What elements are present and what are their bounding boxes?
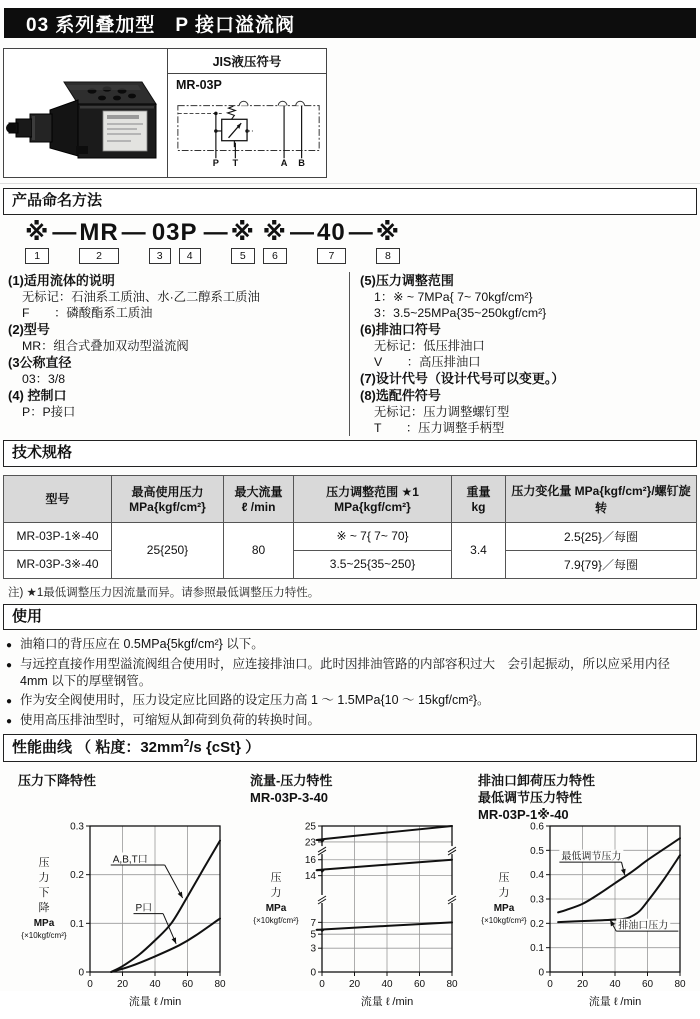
x-tick-label: 80 (214, 979, 226, 990)
code-number-box: 3 (149, 248, 171, 264)
port-label-b: B (298, 158, 305, 169)
x-tick-label: 20 (348, 979, 361, 990)
y-axis-unit: MPa (265, 903, 287, 914)
x-tick-label: 60 (413, 979, 426, 990)
code-number-box: 6 (263, 248, 287, 264)
y-axis-unit: MPa (33, 918, 55, 929)
naming-item-line: MR：组合式叠加双动型溢流阀 (22, 338, 189, 353)
chart-block-3 (464, 764, 696, 1019)
col-header-model: 型号 (4, 475, 112, 522)
y-axis-label-char: 压 (38, 857, 50, 869)
series-curve (317, 860, 452, 872)
naming-item-title: (7)设计代号（设计代号可以变更。） (360, 370, 565, 386)
y-tick-label: 0 (78, 967, 84, 979)
usage-bullet (6, 636, 700, 654)
y-tick-label: 0.5 (530, 845, 544, 857)
series-curve (317, 922, 452, 931)
change-cell: 7.9{79}／每圈 (506, 550, 697, 578)
divider (0, 183, 700, 184)
port-label-p: P (212, 158, 219, 169)
naming-section (0, 218, 700, 436)
code-dash: — (52, 218, 77, 246)
col-header-max-flow: 最大流量 ℓ /min (224, 475, 294, 522)
curves-title-prefix: 性能曲线 （ 粘度：32mm (12, 739, 184, 757)
performance-charts (4, 764, 700, 1019)
y-axis-unit: MPa (493, 903, 515, 914)
chart-title-line: 流量-压力特性 (250, 773, 333, 788)
y-axis-label-char: 力 (38, 872, 50, 884)
usage-bullet (6, 692, 700, 710)
curve-label: A,B,T口 (112, 854, 148, 866)
model-code (25, 218, 700, 264)
port-label-a: A (280, 158, 288, 169)
code-dash: — (203, 218, 228, 246)
y-tick-label: 5 (310, 929, 316, 941)
product-section (3, 48, 700, 178)
naming-column-left (3, 272, 350, 436)
col-header-weight: 重量 kg (452, 475, 506, 522)
col-header-pressure-change: 压力变化量 MPa{kgf/cm²}/螺钉旋转 (506, 475, 697, 522)
series-curve-最低调节压力 (558, 838, 680, 912)
naming-item-line: 无标记：石油系工质油、水·乙二醇系工质油 (22, 289, 260, 304)
max-pressure-cell: 25{250} (112, 522, 224, 578)
code-number-boxes (149, 248, 201, 264)
y-tick-label: 0.3 (530, 894, 544, 906)
x-axis-label: 流量 ℓ /min (360, 996, 414, 1008)
bullet-icon: ● (6, 716, 13, 728)
col-header-max-pressure: 最高使用压力 MPa{kgf/cm²} (112, 475, 224, 522)
code-number-boxes (231, 248, 287, 264)
naming-item-line: 1：※ ~ 7MPa{ 7~ 70kgf/cm²} (374, 289, 533, 304)
naming-item-line: 无标记：压力调整螺钉型 (374, 404, 510, 419)
bullet-icon: ● (6, 640, 13, 652)
series-curve (317, 826, 452, 842)
chart-svg-1 (4, 818, 232, 1014)
code-number-box: 5 (231, 248, 255, 264)
y-axis-label-char: 下 (38, 887, 50, 899)
y-tick-label: 0 (310, 967, 316, 979)
change-cell: 2.5{25}／每圈 (506, 522, 697, 550)
code-segment (230, 218, 288, 264)
y-axis-unit: {×10kgf/cm²} (481, 916, 527, 925)
curves-title-sup: 2 (183, 738, 190, 750)
y-axis-label-char: 力 (270, 887, 282, 899)
max-flow-cell: 80 (224, 522, 294, 578)
jis-hydraulic-symbol (174, 92, 324, 168)
x-tick-label: 80 (446, 979, 458, 990)
chart-titles (464, 764, 696, 822)
code-number-boxes (79, 248, 118, 264)
naming-item-line: 无标记：低压排油口 (374, 338, 485, 353)
chart-titles (4, 764, 236, 818)
x-tick-label: 20 (576, 979, 589, 990)
code-text: ※ (25, 218, 50, 246)
code-text: ※ (375, 218, 401, 246)
spec-row-2 (4, 550, 697, 578)
jis-symbol-body (168, 74, 326, 177)
x-tick-label: 60 (641, 979, 654, 990)
y-axis-unit: {×10kgf/cm²} (253, 916, 299, 925)
naming-item-title: (1)适用流体的说明 (8, 272, 115, 288)
spec-header-row (4, 475, 697, 522)
bullet-text: 作为安全阀使用时，压力设定应比回路的设定压力高 1 ～ 1.5MPa{10 ～ 15kgf/cm²}。 (20, 693, 490, 708)
x-axis-label: 流量 ℓ /min (128, 996, 182, 1008)
chart-block-1 (4, 764, 236, 1019)
naming-item-line: 03：3/8 (22, 371, 66, 386)
naming-item-title: (3公称直径 (8, 354, 72, 370)
curve-label: 排油口压力 (618, 920, 669, 932)
section-title-naming: 产品命名方法 (3, 188, 697, 215)
bullet-icon: ● (6, 696, 13, 708)
code-text: MR (79, 218, 119, 246)
naming-item-title: (2)型号 (8, 321, 50, 337)
naming-item-title: (5)压力调整范围 (360, 272, 454, 288)
jis-symbol-box (168, 49, 326, 177)
spec-row-1 (4, 522, 697, 550)
chart-block-2 (236, 764, 464, 1019)
code-number-boxes (25, 248, 49, 264)
y-tick-label: 0 (538, 967, 544, 979)
code-text: 40 (317, 218, 346, 246)
chart-svg-2 (236, 818, 464, 1014)
chart-svg-3 (464, 818, 692, 1014)
code-number-boxes (376, 248, 400, 264)
model-cell: MR-03P-1※-40 (4, 522, 112, 550)
curve-label: P口 (135, 903, 153, 915)
series-curve-排油口压力 (558, 855, 680, 922)
x-tick-label: 0 (547, 979, 553, 990)
code-segment (375, 218, 401, 264)
code-dash: — (348, 218, 373, 246)
spec-note: 注) ★1最低调整压力因流量而异。请参照最低调整压力特性。 (8, 586, 320, 599)
y-axis-label-char: 压 (270, 872, 282, 884)
naming-column-right (350, 272, 697, 436)
code-number-box: 2 (79, 248, 118, 264)
page-title: 03 系列叠加型 P 接口溢流阀 (26, 14, 296, 36)
chart-title-line: 排油口卸荷压力特性 (478, 773, 596, 788)
code-number-box: 1 (25, 248, 49, 264)
naming-item-title: (8)选配件符号 (360, 387, 441, 403)
y-tick-label: 7 (310, 917, 316, 929)
weight-cell: 3.4 (452, 522, 506, 578)
y-tick-label: 0.6 (530, 821, 544, 833)
chart-title-line: MR-03P-1※-40 (478, 807, 569, 822)
code-number-boxes (317, 248, 346, 264)
chart-title-line: MR-03P-3-40 (250, 790, 329, 805)
section-title-usage: 使用 (3, 604, 697, 631)
y-tick-label: 0.1 (530, 943, 544, 955)
product-photo (4, 49, 168, 177)
y-tick-label: 3 (310, 943, 316, 955)
chart-titles (236, 764, 464, 818)
spec-table (3, 475, 697, 579)
code-segment (79, 218, 119, 264)
range-cell: ※ ~ 7{ 7~ 70} (294, 522, 452, 550)
x-tick-label: 40 (381, 979, 393, 990)
naming-item-line: T ：压力调整手柄型 (374, 420, 505, 435)
code-segment (149, 218, 201, 264)
y-axis-label-char: 压 (498, 872, 510, 884)
naming-item-line: P：P接口 (22, 404, 76, 419)
y-tick-label: 25 (304, 821, 316, 833)
x-tick-label: 0 (87, 979, 93, 990)
jis-symbol-title: JIS液压符号 (168, 49, 326, 74)
bullet-text: 油箱口的背压应在 0.5MPa{5kgf/cm²} 以下。 (20, 637, 264, 652)
catalog-page (0, 8, 700, 1008)
naming-item-line: 3：3.5~25MPa{35~250kgf/cm²} (374, 305, 547, 320)
x-tick-label: 40 (149, 979, 161, 990)
y-axis-label-char: 力 (498, 887, 510, 899)
naming-item-line: F ：磷酸酯系工质油 (22, 305, 153, 320)
chart-title-line: 压力下降特性 (18, 773, 97, 788)
x-tick-label: 60 (181, 979, 194, 990)
y-tick-label: 0.2 (70, 870, 84, 882)
code-number-box: 7 (317, 248, 346, 264)
code-number-box: 8 (376, 248, 400, 264)
port-label-t: T (232, 158, 239, 169)
code-segment (25, 218, 50, 264)
y-tick-label: 23 (304, 837, 316, 849)
model-cell: MR-03P-3※-40 (4, 550, 112, 578)
y-tick-label: 0.1 (70, 918, 84, 930)
naming-item-title: (6)排油口符号 (360, 321, 441, 337)
curves-title-suffix: /s {cSt} ） (189, 739, 261, 757)
x-tick-label: 40 (609, 979, 621, 990)
code-text: ※ ※ (230, 218, 288, 246)
y-tick-label: 0.4 (530, 870, 544, 882)
code-dash: — (121, 218, 146, 246)
usage-bullet (6, 712, 700, 730)
curve-label: 最低调节压力 (561, 851, 622, 863)
bullet-text: 使用高压排油型时，可缩短从卸荷到负荷的转换时间。 (20, 713, 321, 728)
chart-title-line: 最低调节压力特性 (478, 790, 583, 805)
y-tick-label: 0.2 (530, 918, 544, 930)
code-text: 03P (151, 218, 198, 246)
usage-list (6, 636, 700, 730)
section-title-curves (3, 734, 697, 762)
code-segment (317, 218, 346, 264)
y-axis-label-char: 降 (38, 902, 50, 914)
x-tick-label: 20 (116, 979, 129, 990)
bullet-icon: ● (6, 660, 13, 672)
bullet-text: 与远控直接作用型溢流阀组合使用时，应连接排油口。此时因排油管路的内部容积过大 会引起振动，所以应采用内径 4mm 以下的厚壁钢管。 (20, 657, 671, 689)
usage-bullet (6, 656, 700, 690)
code-number-box: 4 (179, 248, 201, 264)
section-title-specs: 技术规格 (3, 440, 697, 467)
range-cell: 3.5~25{35~250} (294, 550, 452, 578)
product-box (3, 48, 327, 178)
code-dash: — (290, 218, 315, 246)
y-axis-unit: {×10kgf/cm²} (21, 931, 67, 940)
page-title-bar (4, 8, 696, 38)
y-tick-label: 16 (304, 855, 316, 867)
valve-photo-illustration (6, 54, 166, 172)
y-tick-label: 14 (304, 871, 316, 883)
col-header-adjust-range: 压力调整范围 ★1 MPa{kgf/cm²} (294, 475, 452, 522)
naming-item-title: (4) 控制口 (8, 387, 67, 403)
x-tick-label: 0 (319, 979, 325, 990)
naming-item-line: V ：高压排油口 (374, 354, 481, 369)
x-tick-label: 80 (674, 979, 686, 990)
naming-columns (3, 272, 697, 436)
y-tick-label: 0.3 (70, 821, 84, 833)
jis-symbol-model: MR-03P (176, 78, 222, 92)
x-axis-label: 流量 ℓ /min (588, 996, 642, 1008)
